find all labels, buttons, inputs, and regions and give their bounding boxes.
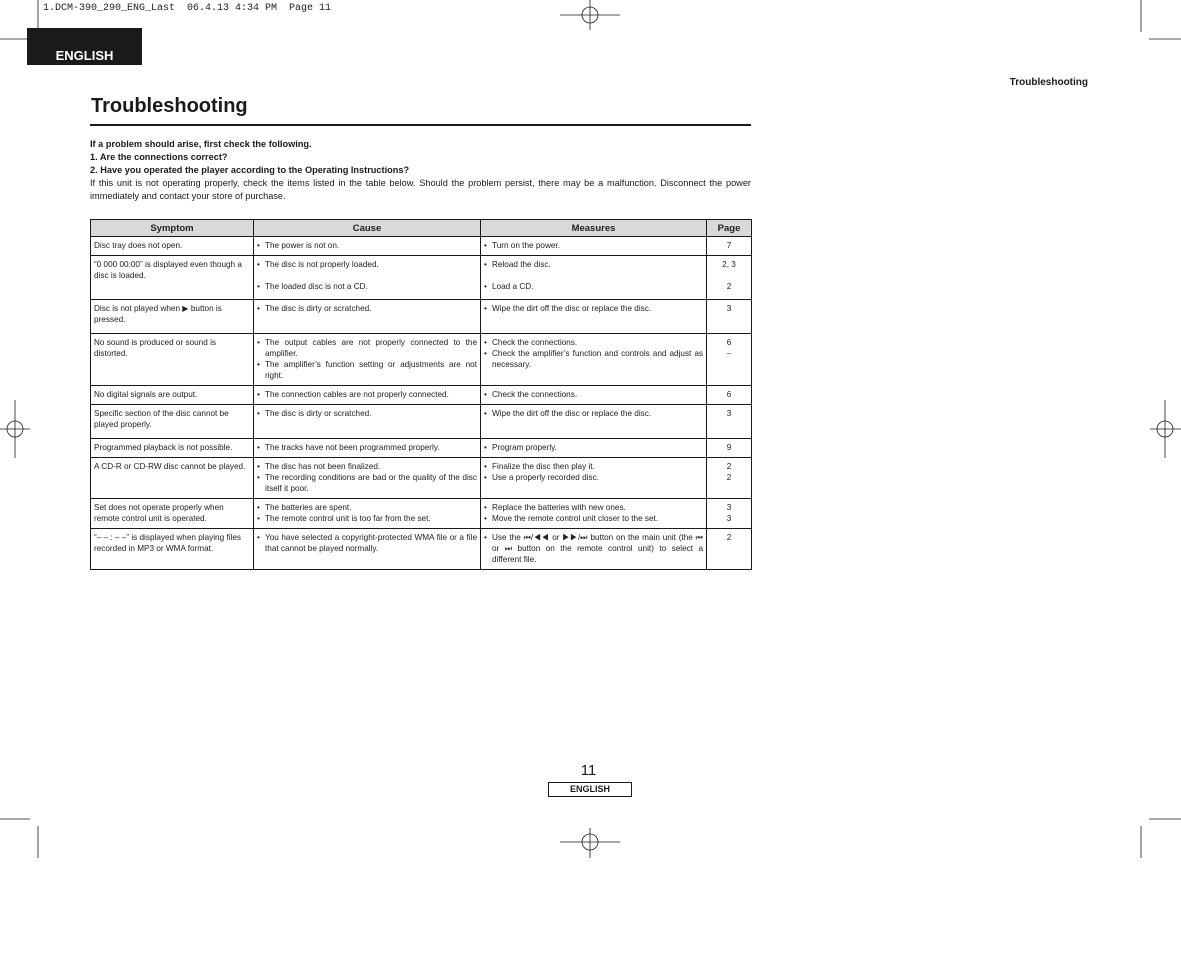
bullet: • bbox=[484, 462, 487, 471]
page-ref: 6 bbox=[726, 390, 732, 399]
page-ref: 2 bbox=[726, 473, 732, 482]
cause-text: The disc is dirty or scratched. bbox=[265, 304, 372, 313]
bullet: • bbox=[257, 360, 260, 369]
measure-text: Move the remote control unit closer to the set. bbox=[492, 514, 659, 523]
cause-text: The batteries are spent. bbox=[265, 503, 352, 512]
cause-cell bbox=[254, 529, 481, 570]
cause-item bbox=[257, 359, 477, 381]
measure-text: Wipe the dirt off the disc or replace the disc. bbox=[492, 304, 652, 313]
bullet: • bbox=[257, 390, 260, 399]
symptom-cell: “0 000 00:00” is displayed even though a disc is loaded. bbox=[91, 256, 254, 300]
page-ref: 2 bbox=[726, 533, 732, 542]
cause-item bbox=[257, 502, 477, 513]
bullet: • bbox=[484, 282, 487, 291]
cause-item bbox=[257, 259, 477, 270]
title-rule bbox=[90, 124, 751, 126]
measure-item bbox=[484, 532, 703, 565]
measure-cell bbox=[481, 458, 707, 499]
page-cell bbox=[707, 334, 752, 386]
cause-text: The loaded disc is not a CD. bbox=[265, 282, 368, 291]
cause-cell bbox=[254, 256, 481, 300]
table-row bbox=[91, 334, 752, 386]
page-ref: 3 bbox=[726, 503, 732, 512]
bullet: • bbox=[484, 241, 487, 250]
bullet: • bbox=[257, 514, 260, 523]
cause-text: The amplifier’s function setting or adjustments are not right. bbox=[265, 360, 477, 380]
footer-language: ENGLISH bbox=[548, 782, 632, 797]
cause-item bbox=[257, 442, 477, 453]
page-ref: 2 bbox=[726, 282, 732, 291]
measure-cell bbox=[481, 300, 707, 334]
page-cell bbox=[707, 529, 752, 570]
page-ref: 2 bbox=[726, 462, 732, 471]
symptom-cell: Programmed playback is not possible. bbox=[91, 439, 254, 458]
page-ref: 6 bbox=[726, 338, 732, 347]
cause-cell bbox=[254, 458, 481, 499]
symptom-cell: Specific section of the disc cannot be played properly. bbox=[91, 405, 254, 439]
cause-item bbox=[257, 281, 477, 292]
measure-item bbox=[484, 502, 703, 513]
measure-text: Reload the disc. bbox=[492, 260, 551, 269]
measure-item bbox=[484, 240, 703, 251]
cause-text: The power is not on. bbox=[265, 241, 340, 250]
page-ref: 7 bbox=[726, 241, 732, 250]
table-row bbox=[91, 529, 752, 570]
running-head: Troubleshooting bbox=[1009, 77, 1088, 88]
measure-cell bbox=[481, 529, 707, 570]
measure-cell bbox=[481, 334, 707, 386]
cause-text: The connection cables are not properly connected. bbox=[265, 390, 449, 399]
language-tab: ENGLISH bbox=[27, 28, 142, 65]
measure-item bbox=[484, 513, 703, 524]
header-cause: Cause bbox=[254, 220, 481, 237]
page-cell bbox=[707, 386, 752, 405]
measure-item bbox=[484, 281, 703, 292]
page-ref: 3 bbox=[726, 514, 732, 523]
intro-body: If this unit is not operating properly, check the items listed in the table below. Should the problem persist, there may be a malfunction. Disconnect the power immediately and contact your store of purchase. bbox=[90, 178, 751, 201]
page-ref: 3 bbox=[726, 409, 732, 418]
measure-text: Finalize the disc then play it. bbox=[492, 462, 595, 471]
page-ref: 9 bbox=[726, 443, 732, 452]
page-ref: 2, 3 bbox=[722, 260, 736, 269]
intro-section bbox=[90, 138, 751, 203]
file-header: 1.DCM-390_290_ENG_Last 06.4.13 4:34 PM Page 11 bbox=[43, 3, 332, 14]
bullet: • bbox=[257, 533, 260, 542]
page-number: 11 bbox=[580, 762, 597, 779]
symptom-cell: No digital signals are output. bbox=[91, 386, 254, 405]
bullet: • bbox=[257, 338, 260, 347]
intro-line-3: 2. Have you operated the player according to the Operating Instructions? bbox=[90, 165, 410, 175]
bullet: • bbox=[484, 349, 487, 358]
measure-text: Check the connections. bbox=[492, 390, 578, 399]
bullet: • bbox=[257, 409, 260, 418]
bullet: • bbox=[484, 473, 487, 482]
cause-cell bbox=[254, 405, 481, 439]
page-cell bbox=[707, 499, 752, 529]
page-ref: – bbox=[726, 349, 732, 358]
page-cell bbox=[707, 237, 752, 256]
symptom-cell: Disc tray does not open. bbox=[91, 237, 254, 256]
bullet: • bbox=[257, 503, 260, 512]
symptom-cell: “– – : – –” is displayed when playing files recorded in MP3 or WMA format. bbox=[91, 529, 254, 570]
cause-item bbox=[257, 513, 477, 524]
cause-cell bbox=[254, 439, 481, 458]
intro-line-2: 1. Are the connections correct? bbox=[90, 152, 228, 162]
bullet: • bbox=[484, 503, 487, 512]
measure-text: Replace the batteries with new ones. bbox=[492, 503, 626, 512]
table-row bbox=[91, 386, 752, 405]
page-number-wrap bbox=[0, 762, 1181, 779]
measure-text: Load a CD. bbox=[492, 282, 534, 291]
measure-item bbox=[484, 442, 703, 453]
cause-item bbox=[257, 461, 477, 472]
bullet: • bbox=[484, 443, 487, 452]
measure-cell bbox=[481, 405, 707, 439]
measure-cell bbox=[481, 499, 707, 529]
measure-text: Check the amplifier’s function and controls and adjust as necessary. bbox=[492, 349, 703, 369]
measure-item bbox=[484, 408, 703, 419]
cause-item bbox=[257, 532, 477, 554]
measure-cell bbox=[481, 256, 707, 300]
measure-item bbox=[484, 259, 703, 270]
table-row bbox=[91, 237, 752, 256]
cause-cell bbox=[254, 300, 481, 334]
cause-text: The disc is dirty or scratched. bbox=[265, 409, 372, 418]
cause-text: The disc is not properly loaded. bbox=[265, 260, 379, 269]
page-cell bbox=[707, 300, 752, 334]
troubleshooting-table bbox=[90, 219, 752, 570]
measure-item bbox=[484, 348, 703, 370]
bullet: • bbox=[257, 443, 260, 452]
measure-cell bbox=[481, 237, 707, 256]
symptom-cell: Set does not operate properly when remote control unit is operated. bbox=[91, 499, 254, 529]
measure-text: Program properly. bbox=[492, 443, 557, 452]
page-cell bbox=[707, 439, 752, 458]
cause-item bbox=[257, 389, 477, 400]
header-page: Page bbox=[707, 220, 752, 237]
cause-item bbox=[257, 303, 477, 314]
cause-text: You have selected a copyright-protected WMA file or a file that cannot be played normally. bbox=[265, 533, 477, 553]
cause-text: The output cables are not properly connected to the amplifier. bbox=[265, 338, 477, 358]
table-body bbox=[91, 237, 752, 570]
measure-cell bbox=[481, 386, 707, 405]
header-measures: Measures bbox=[481, 220, 707, 237]
cause-text: The remote control unit is too far from the set. bbox=[265, 514, 431, 523]
header-symptom: Symptom bbox=[91, 220, 254, 237]
bullet: • bbox=[257, 473, 260, 482]
measure-item bbox=[484, 461, 703, 472]
measure-item bbox=[484, 337, 703, 348]
page-ref: 3 bbox=[726, 304, 732, 313]
bullet: • bbox=[484, 533, 487, 542]
measure-item bbox=[484, 472, 703, 483]
cause-item bbox=[257, 472, 477, 494]
measure-text: Wipe the dirt off the disc or replace the disc. bbox=[492, 409, 652, 418]
cause-cell bbox=[254, 386, 481, 405]
measure-text: Use the ⏮/◀◀ or ▶▶/⏭ button on the main unit (the ⏮ or ⏭ button on the remote control unit) to select a different file. bbox=[492, 533, 703, 564]
bullet: • bbox=[484, 260, 487, 269]
bullet: • bbox=[257, 260, 260, 269]
table-row bbox=[91, 256, 752, 300]
table-row bbox=[91, 439, 752, 458]
cause-text: The disc has not been finalized. bbox=[265, 462, 381, 471]
symptom-cell: A CD-R or CD-RW disc cannot be played. bbox=[91, 458, 254, 499]
cause-cell bbox=[254, 499, 481, 529]
cause-cell bbox=[254, 334, 481, 386]
measure-item bbox=[484, 303, 703, 314]
cause-item bbox=[257, 408, 477, 419]
table-row bbox=[91, 405, 752, 439]
measure-item bbox=[484, 389, 703, 400]
symptom-cell: No sound is produced or sound is distorted. bbox=[91, 334, 254, 386]
measure-text: Check the connections. bbox=[492, 338, 578, 347]
bullet: • bbox=[257, 304, 260, 313]
measure-cell bbox=[481, 439, 707, 458]
bullet: • bbox=[484, 514, 487, 523]
table-row bbox=[91, 300, 752, 334]
bullet: • bbox=[484, 409, 487, 418]
page-cell bbox=[707, 458, 752, 499]
page-cell bbox=[707, 405, 752, 439]
page-title: Troubleshooting bbox=[91, 95, 248, 117]
table-row bbox=[91, 458, 752, 499]
intro-line-1: If a problem should arise, first check the following. bbox=[90, 139, 312, 149]
page-cell bbox=[707, 256, 752, 300]
bullet: • bbox=[257, 462, 260, 471]
bullet: • bbox=[257, 241, 260, 250]
table-row bbox=[91, 499, 752, 529]
bullet: • bbox=[484, 304, 487, 313]
cause-cell bbox=[254, 237, 481, 256]
cause-item bbox=[257, 337, 477, 359]
bullet: • bbox=[484, 338, 487, 347]
symptom-cell: Disc is not played when ▶ button is pressed. bbox=[91, 300, 254, 334]
measure-text: Use a properly recorded disc. bbox=[492, 473, 599, 482]
bullet: • bbox=[257, 282, 260, 291]
table-header-row bbox=[91, 220, 752, 237]
measure-text: Turn on the power. bbox=[492, 241, 560, 250]
cause-item bbox=[257, 240, 477, 251]
bullet: • bbox=[484, 390, 487, 399]
cause-text: The tracks have not been programmed properly. bbox=[265, 443, 440, 452]
cause-text: The recording conditions are bad or the quality of the disc itself it poor. bbox=[265, 473, 477, 493]
